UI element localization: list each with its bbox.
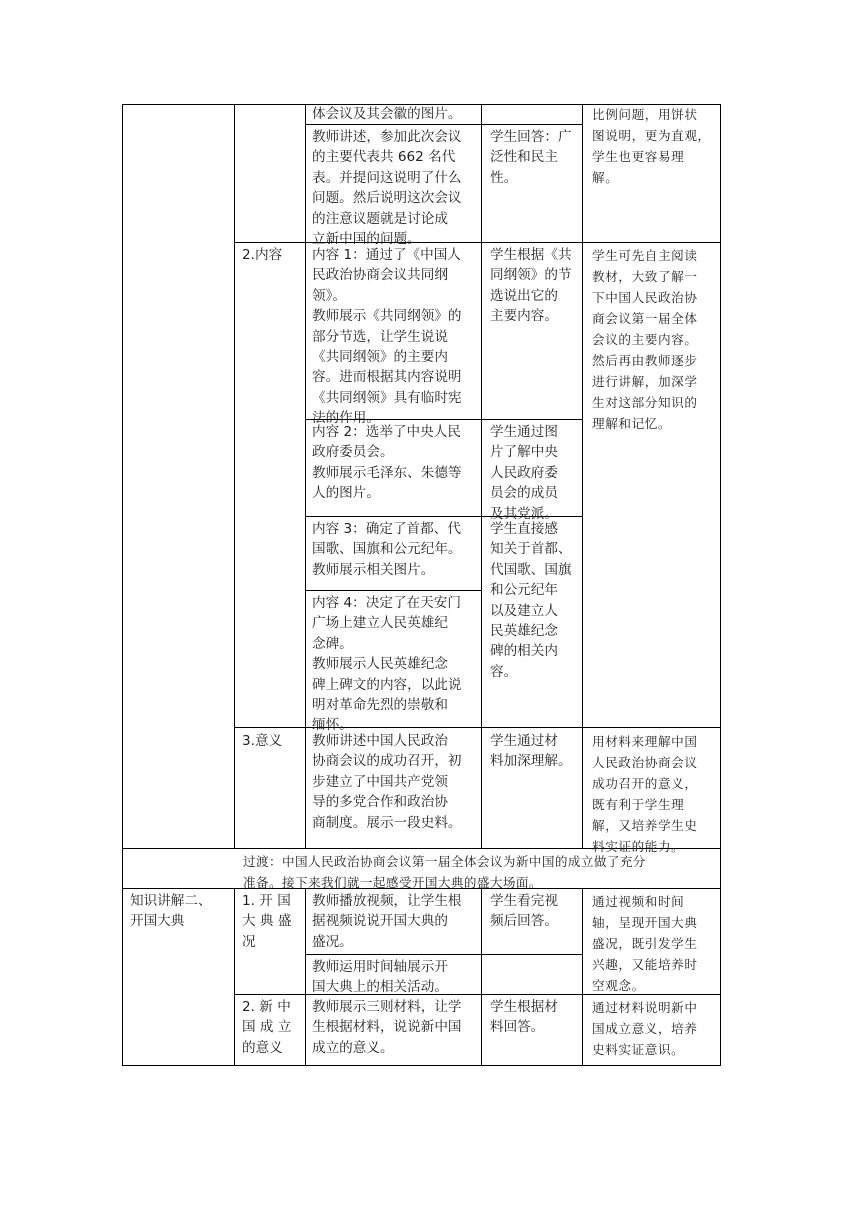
design-intent-cell: 通过材料说明新中 国成立意义，培养 史料实证意识。 xyxy=(592,1000,698,1057)
table-rule xyxy=(234,888,235,1066)
table-rule xyxy=(582,104,583,848)
student-activity-cell: 学生根据《共 同纲领》的节 选说出它的 主要内容。 xyxy=(490,247,572,325)
table-rule xyxy=(305,104,306,848)
transition-text: 过渡：中国人民政治协商会议第一届全体会议为新中国的成立做了充分 准备。接下来我们就一起感受开国大典的盛大场面。 xyxy=(243,854,646,890)
section-label-cell: 1. 开 国 大 典 盛 况 xyxy=(242,893,292,950)
student-activity-cell: 学生看完视 频后回答。 xyxy=(490,893,558,930)
student-activity-cell: 学生回答：广 泛性和民主 性。 xyxy=(490,129,572,186)
design-intent-cell: 通过视频和时间 轴，呈现开国大典 盛况，既引发学生 兴趣，又能培养时 空观念。 xyxy=(592,894,698,993)
teacher-activity-cell: 内容 2：选举了中央人民 政府委员会。 教师展示毛泽东、朱德等 人的图片。 xyxy=(312,424,462,502)
teacher-activity-cell: 教师讲述，参加此次会议 的主要代表共 662 名代 表。并提问这说明了什么 问题。然后说明这次会议 的注意议题就是讨论成 立新中国的问题。 xyxy=(312,129,462,248)
table-rule xyxy=(234,727,721,728)
teacher-activity-cell: 内容 4：决定了在天安门 广场上建立人民英雄纪 念碑。 教师展示人民英雄纪念 碑上碑文的内容，以此说 明对革命先烈的崇敬和 缅怀。 xyxy=(312,595,462,734)
design-intent-cell: 学生可先自主阅读 教材，大致了解一 下中国人民政治协 商会议第一届全体 会议的主要内容。 然后再由教师逐步 进行讲解，加深学 生对这部分知识的 理解和记忆。 xyxy=(592,248,698,431)
teacher-activity-cell: 教师讲述中国人民政治 协商会议的成功召开，初 步建立了中国共产党领 导的多党合作和政治协 商制度。展示一段史料。 xyxy=(312,733,462,831)
section-label-cell: 3.意义 xyxy=(242,733,283,749)
student-activity-cell: 学生通过材 料加深理解。 xyxy=(490,733,572,770)
table-rule xyxy=(122,104,123,1066)
section-label-cell: 2.内容 xyxy=(242,247,283,263)
table-rule xyxy=(234,104,235,848)
table-rule xyxy=(305,954,582,955)
design-intent-cell: 比例问题，用饼状 图说明，更为直观， 学生也更容易理 解。 xyxy=(592,107,711,185)
table-rule xyxy=(481,888,482,1066)
table-rule xyxy=(122,1065,721,1066)
teacher-activity-cell: 内容 3：确定了首都、代 国歌、国旗和公元纪年。 教师展示相关图片。 xyxy=(312,521,462,578)
teacher-activity-cell: 教师展示三则材料，让学 生根据材料，说说新中国 成立的意义。 xyxy=(312,999,462,1056)
table-rule xyxy=(582,888,583,1066)
student-activity-cell: 学生通过图 片了解中央 人民政府委 员会的成员 及其党派。 xyxy=(490,424,558,522)
teacher-activity-cell: 教师运用时间轴展示开 国大典上的相关活动。 xyxy=(312,959,448,996)
student-activity-cell: 学生根据材 料回答。 xyxy=(490,999,558,1036)
teacher-activity-cell: 内容 1：通过了《中国人 民政治协商会议共同纲 领》。 教师展示《共同纲领》的 部分节选，让学生说说 《共同纲领》的主要内 容。进而根据其内容说明 《共同纲领》具有临时宪 法的作用。 xyxy=(312,247,462,427)
teacher-activity-cell: 体会议及其会徽的图片。 xyxy=(312,106,462,122)
table-rule xyxy=(481,104,482,848)
student-activity-cell: 学生直接感 知关于首都、 代国歌、国旗 和公元纪年 以及建立人 民英雄纪念 碑的相关内 容。 xyxy=(490,521,572,680)
table-rule xyxy=(305,888,306,1066)
table-rule xyxy=(720,104,721,1066)
section-title-cell: 知识讲解二、 开国大典 xyxy=(130,893,212,930)
table-rule xyxy=(305,590,481,591)
table-rule xyxy=(234,242,721,243)
teacher-activity-cell: 教师播放视频，让学生根 据视频说说开国大典的 盛况。 xyxy=(312,893,462,950)
design-intent-cell: 用材料来理解中国 人民政治协商会议 成功召开的意义， 既有利于学生理 解，又培养学生史 料实证的能力。 xyxy=(592,734,698,854)
section-label-cell: 2. 新 中 国 成 立 的意义 xyxy=(242,999,292,1056)
